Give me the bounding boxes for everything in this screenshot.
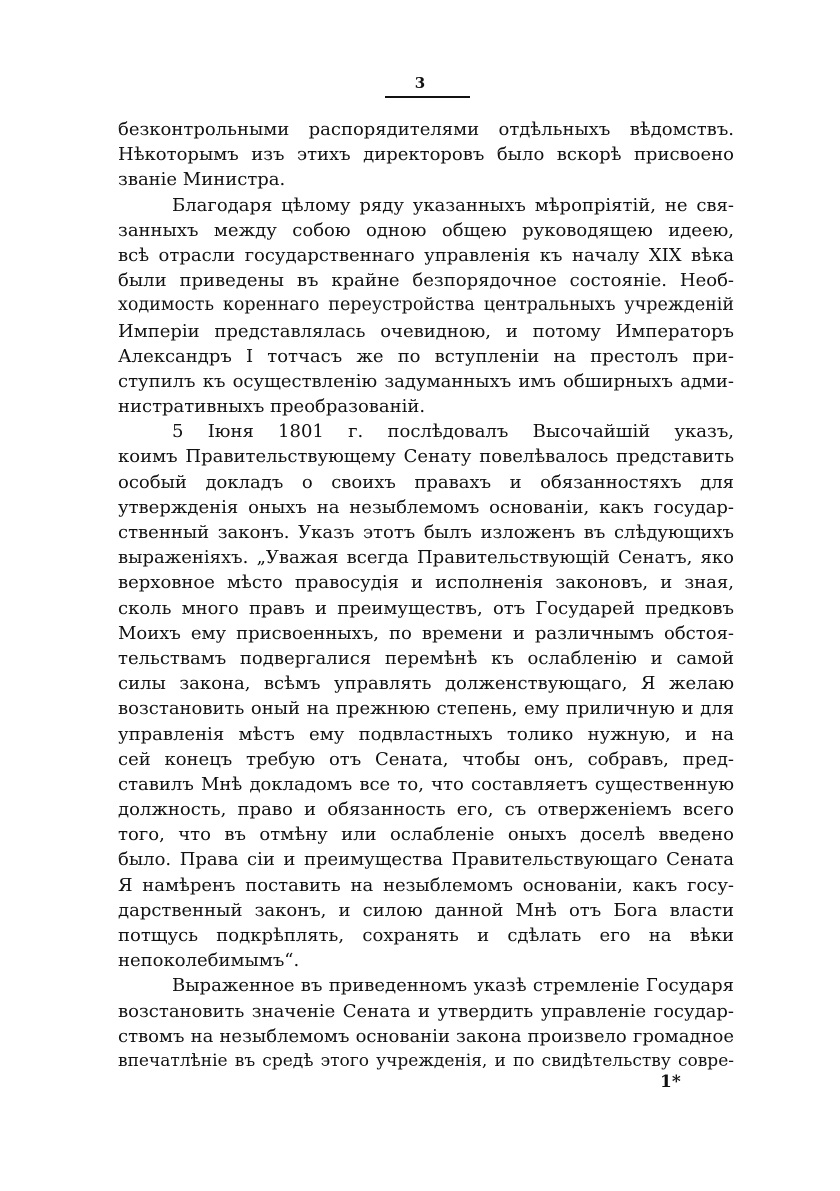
text-line: выраженіяхъ. „Уважая всегда Правительствующій Сенатъ, яко bbox=[118, 547, 734, 569]
text-line: были приведены въ крайне безпорядочное состояніе. Необ- bbox=[118, 270, 734, 292]
text-line: непоколебимымъ“. bbox=[118, 950, 300, 972]
text-line: 5 Іюня 1801 г. послѣдовалъ Высочайшій указъ, bbox=[172, 421, 734, 443]
text-line: занныхъ между собою одною общею руководящею идеею, bbox=[118, 219, 734, 241]
header-rule bbox=[385, 96, 470, 98]
signature-mark: 1* bbox=[660, 1072, 681, 1092]
text-line: Нѣкоторымъ изъ этихъ директоровъ было вскорѣ присвоено bbox=[118, 144, 734, 166]
text-line: должность, право и обязанность его, съ отверженіемъ всего bbox=[118, 799, 734, 821]
text-line: безконтрольными распорядителями отдѣльныхъ вѣдомствъ. bbox=[118, 119, 734, 140]
page-number: 3 bbox=[414, 74, 426, 92]
text-line: было. Права сіи и преимущества Правительствующаго Сената bbox=[118, 849, 734, 871]
text-line: ставилъ Мнѣ докладомъ все то, что составляетъ существенную bbox=[118, 773, 734, 795]
text-line: верховное мѣсто правосудія и исполненія законовъ, и зная, bbox=[118, 572, 734, 594]
text-line: Благодаря цѣлому ряду указанныхъ мѣропріятій, не свя- bbox=[172, 194, 734, 216]
text-line: возстановить значеніе Сената и утвердить управленіе государ- bbox=[118, 1000, 734, 1022]
text-line: утвержденія оныхъ на незыблемомъ основаніи, какъ государ- bbox=[118, 496, 734, 518]
text-line: Александръ I тотчасъ же по вступленіи на престолъ при- bbox=[118, 345, 734, 367]
body-text bbox=[118, 117, 734, 1074]
text-line: коимъ Правительствующему Сенату повелѣвалось представить bbox=[118, 446, 734, 468]
text-line: возстановить оный на прежнюю степень, ему приличную и для bbox=[118, 698, 734, 720]
text-line: Я намѣренъ поставить на незыблемомъ основаніи, какъ госу- bbox=[118, 874, 734, 896]
text-line: Имперіи представлялась очевидною, и потому Императоръ bbox=[118, 320, 734, 342]
text-line: впечатлѣніе въ средѣ этого учрежденія, и по свидѣтельству совре- bbox=[118, 1050, 734, 1071]
text-line: званіе Министра. bbox=[118, 169, 286, 191]
text-line: ственный законъ. Указъ этотъ былъ изложенъ въ слѣдующихъ bbox=[118, 522, 734, 543]
text-line: тельствамъ подвергалися перемѣнѣ къ ослабленію и самой bbox=[118, 647, 734, 669]
text-line: сколь много правъ и преимуществъ, отъ Государей предковъ bbox=[118, 597, 734, 619]
text-line: потщусь подкрѣплять, сохранять и сдѣлать его на вѣки bbox=[118, 925, 734, 946]
text-line: ступилъ къ осуществленію задуманныхъ имъ обширныхъ адми- bbox=[118, 370, 734, 392]
text-line: силы закона, всѣмъ управлять долженствующаго, Я желаю bbox=[118, 673, 734, 695]
text-line: ствомъ на незыблемомъ основаніи закона произвело громадное bbox=[118, 1025, 734, 1047]
text-line: управленія мѣстъ ему подвластныхъ толико нужную, и на bbox=[118, 723, 734, 745]
text-line: нистративныхъ преобразованій. bbox=[118, 396, 426, 418]
text-line: особый докладъ о своихъ правахъ и обязанностяхъ для bbox=[118, 471, 734, 493]
text-line: ходимость кореннаго переустройства центральныхъ учрежденій bbox=[118, 295, 734, 316]
text-line: сей конецъ требую отъ Сената, чтобы онъ, собравъ, пред- bbox=[118, 748, 734, 770]
text-line: всѣ отрасли государственнаго управленія къ началу XIX вѣка bbox=[118, 244, 734, 266]
text-line: Моихъ ему присвоенныхъ, по времени и различнымъ обстоя- bbox=[118, 622, 734, 644]
text-line: дарственный законъ, и силою данной Мнѣ отъ Бога власти bbox=[118, 899, 734, 921]
text-line: того, что въ отмѣну или ослабленіе оныхъ доселѣ введено bbox=[118, 824, 734, 846]
text-line: Выраженное въ приведенномъ указѣ стремленіе Государя bbox=[172, 975, 734, 997]
